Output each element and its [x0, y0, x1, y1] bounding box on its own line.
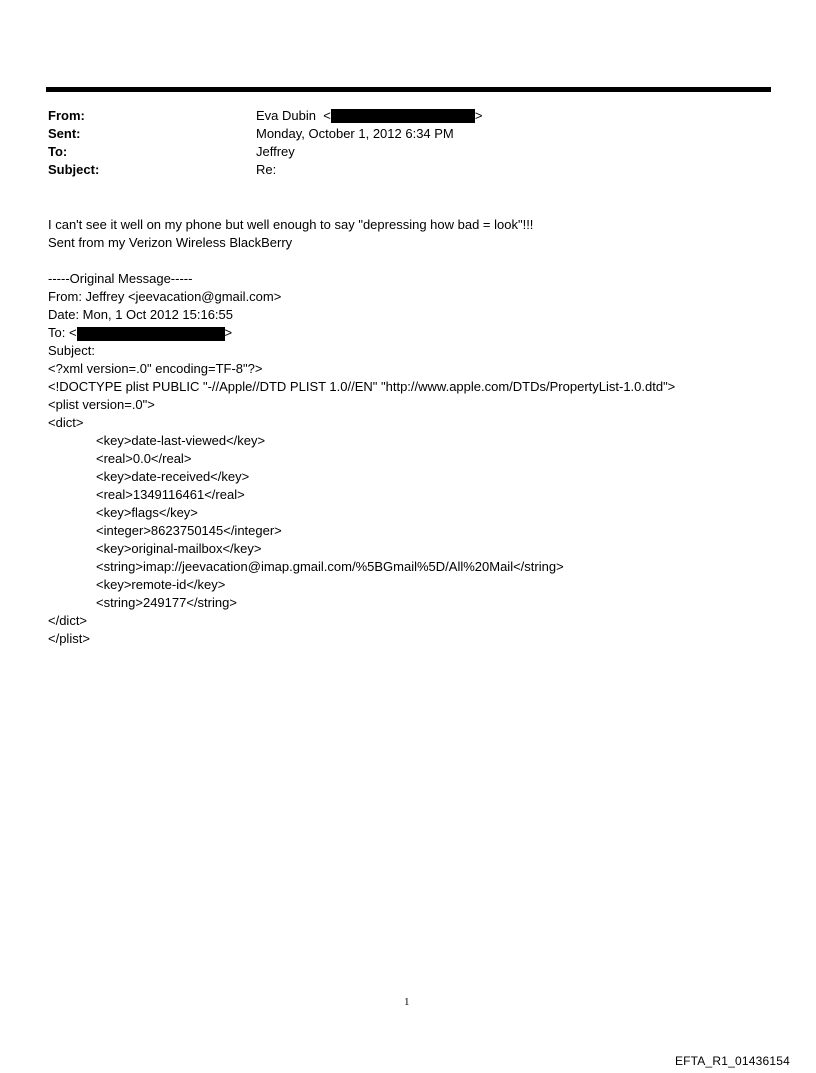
- to-value: Jeffrey: [256, 144, 295, 159]
- email-header: [48, 107, 482, 179]
- xml-line: <!DOCTYPE plist PUBLIC "-//Apple//DTD PLIST 1.0//EN" "http://www.apple.com/DTDs/PropertyList-1.0.dtd">: [48, 379, 676, 394]
- from-row: [48, 107, 482, 125]
- original-message-marker: -----Original Message-----: [48, 271, 193, 286]
- dict-line: <integer>8623750145</integer>: [96, 523, 282, 538]
- subject-value: Re:: [256, 162, 277, 177]
- xml-line: <?xml version=.0" encoding=TF-8"?>: [48, 361, 263, 376]
- reply-line: I can't see it well on my phone but well enough to say "depressing how bad = look"!!!: [48, 217, 534, 232]
- to-label: To:: [48, 144, 68, 159]
- dict-line: <key>original-mailbox</key>: [96, 541, 262, 556]
- from-gt: >: [474, 108, 483, 123]
- bates-number: EFTA_R1_01436154: [674, 1054, 790, 1068]
- from-label: From:: [48, 108, 85, 123]
- xml-line: <dict>: [48, 415, 84, 430]
- dict-line: <real>1349116461</real>: [96, 487, 245, 502]
- dict-line: <string>249177</string>: [96, 595, 237, 610]
- dict-line: <key>date-last-viewed</key>: [96, 433, 266, 448]
- original-date: Date: Mon, 1 Oct 2012 15:16:55: [48, 307, 234, 322]
- dict-line: <key>date-received</key>: [96, 469, 250, 484]
- from-lt: <: [323, 108, 331, 123]
- original-to-suffix: >: [224, 325, 233, 340]
- sent-row: [48, 125, 482, 143]
- reply-line: Sent from my Verizon Wireless BlackBerry: [48, 235, 293, 250]
- original-from: From: Jeffrey <jeevacation@gmail.com>: [48, 289, 282, 304]
- sent-value: Monday, October 1, 2012 6:34 PM: [256, 126, 454, 141]
- closing-line: </dict>: [48, 613, 88, 628]
- redacted-email: [331, 109, 475, 123]
- to-row: [48, 143, 482, 161]
- from-name: Eva Dubin: [256, 108, 316, 123]
- original-to-prefix: To: <: [48, 325, 77, 340]
- dict-line: <key>flags</key>: [96, 505, 198, 520]
- sent-label: Sent:: [48, 126, 81, 141]
- page-number: 1: [404, 996, 410, 1008]
- subject-label: Subject:: [48, 162, 100, 177]
- closing-line: </plist>: [48, 631, 90, 646]
- dict-line: <key>remote-id</key>: [96, 577, 226, 592]
- dict-line: <real>0.0</real>: [96, 451, 192, 466]
- original-to: [48, 324, 675, 342]
- dict-line: <string>imap://jeevacation@imap.gmail.com/%5BGmail%5D/All%20Mail</string>: [96, 559, 564, 574]
- xml-line: <plist version=.0">: [48, 397, 155, 412]
- header-rule: [46, 87, 771, 92]
- original-subject: Subject:: [48, 343, 95, 358]
- message-body: [48, 216, 675, 648]
- redacted-recipient: [77, 327, 225, 341]
- subject-row: [48, 161, 482, 179]
